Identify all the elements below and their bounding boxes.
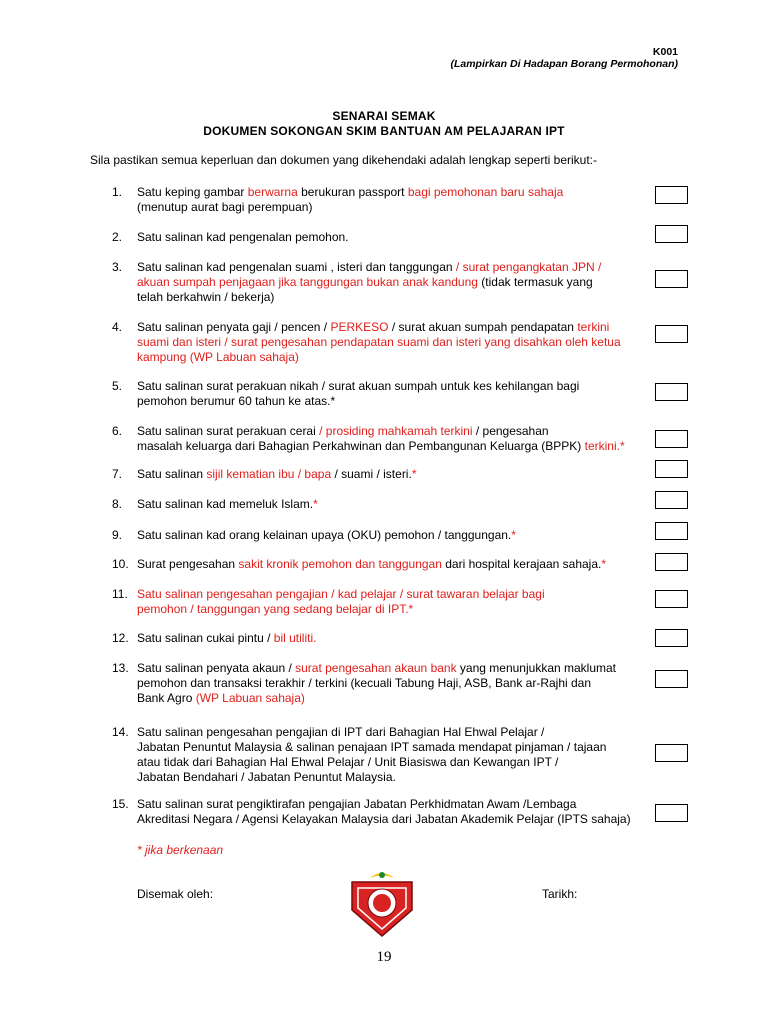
date-label: Tarikh: [542,887,578,901]
checkbox[interactable] [655,590,688,608]
checkbox[interactable] [655,804,688,822]
item-text-segment: Satu salinan penyata akaun / [137,661,296,675]
item-number: 12. [112,631,129,645]
item-text-highlight: PERKESO [330,320,389,334]
item-text-segment: Satu salinan kad pengenalan suami , isteri dan tanggungan [137,260,456,274]
checkbox[interactable] [655,225,688,243]
item-text [137,497,647,512]
item-text-segment: masalah keluarga dari Bahagian Perkahwinan dan Pembangunan Keluarga (BPPK) [137,439,585,453]
item-text-highlight: terkini [577,320,610,334]
item-number: 2. [112,230,123,244]
item-text-segment: pemohon dan transaksi terakhir / terkini (kecuali Tabung Haji, ASB, Bank ar-Rajhi dan [137,676,592,690]
checkbox[interactable] [655,522,688,540]
item-text-segment: Akreditasi Negara / Agensi Kelayakan Malaysia dari Jabatan Akademik Pelajar (IPTS sahaja) [137,812,631,826]
item-text-segment: Surat pengesahan [137,557,239,571]
item-text-segment: pemohon berumur 60 tahun ke atas.* [137,394,336,408]
item-text [137,557,647,572]
item-text-segment: Satu salinan penyata gaji / pencen / [137,320,331,334]
item-text-segment: Satu salinan kad pengenalan pemohon. [137,230,349,244]
item-number: 5. [112,379,123,393]
item-text-segment: Satu salinan surat pengiktirafan pengajian Jabatan Perkhidmatan Awam /Lembaga [137,797,577,811]
item-text [137,725,647,785]
item-text-segment: Satu salinan [137,467,207,481]
checkbox[interactable] [655,744,688,762]
item-text-highlight: * [411,467,417,481]
item-text-highlight: terkini.* [584,439,625,453]
item-text-segment: Satu salinan kad memeluk Islam. [137,497,314,511]
item-text-highlight: * [313,497,318,511]
item-number: 10. [112,557,129,571]
item-number: 14. [112,725,129,739]
item-text [137,379,647,409]
item-text-highlight: pemohon / tanggungan yang sedang belajar di IPT.* [137,602,414,616]
item-text-segment: yang menunjukkan maklumat [456,661,617,675]
item-text-highlight: suami dan isteri / surat pengesahan pendapatan suami dan isteri yang disahkan oleh ketua [137,335,621,349]
checkbox[interactable] [655,553,688,571]
item-text-highlight: sijil kematian ibu / bapa [206,467,332,481]
item-text-highlight: / surat pengangkatan JPN / [455,260,602,274]
item-text [137,424,647,454]
item-text [137,797,647,827]
title-line-1: SENARAI SEMAK [332,109,436,123]
checkbox[interactable] [655,325,688,343]
item-number: 7. [112,467,123,481]
item-text [137,661,647,706]
checkbox[interactable] [655,270,688,288]
item-text-segment: atau tidak dari Bahagian Hal Ehwal Pelajar / Unit Biasiswa dan Kewangan IPT / [137,755,559,769]
item-text-segment: Bank Agro [137,691,196,705]
checkbox[interactable] [655,491,688,509]
item-number: 6. [112,424,123,438]
item-text [137,260,647,305]
item-number: 3. [112,260,123,274]
item-text-highlight: * [601,557,607,571]
item-number: 1. [112,185,123,199]
item-text-segment: Satu salinan cukai pintu / [137,631,274,645]
item-text [137,467,647,482]
item-number: 9. [112,528,123,542]
item-text-segment: Jabatan Bendahari / Jabatan Penuntut Malaysia. [137,770,396,784]
item-text [137,631,647,646]
item-text-segment: / suami / isteri. [331,467,412,481]
item-text-highlight: bagi pemohonan baru sahaja [407,185,564,199]
item-text-highlight: akuan sumpah penjagaan jika tanggungan bukan anak kandung [137,275,478,289]
item-number: 15. [112,797,129,811]
checkbox[interactable] [655,670,688,688]
item-number: 11. [112,587,128,601]
item-text-segment: Satu salinan pengesahan pengajian di IPT dari Bahagian Hal Ehwal Pelajar / [137,725,545,739]
item-text-highlight: * [511,528,516,542]
checkbox[interactable] [655,383,688,401]
item-text-segment: dari hospital kerajaan sahaja. [441,557,602,571]
checked-by-label: Disemak oleh: [137,887,214,901]
item-text [137,230,647,245]
item-text-highlight: sakit kronik pemohon dan tanggungan [238,557,442,571]
item-text-segment: / pengesahan [472,424,549,438]
item-text-segment: berukuran passport [297,185,408,199]
item-text-segment: Satu salinan surat perakuan cerai [137,424,320,438]
item-text-segment: Satu keping gambar [137,185,248,199]
item-number: 8. [112,497,123,511]
document-instruction: (Lampirkan Di Hadapan Borang Permohonan) [450,58,678,70]
document-code: K001 [652,46,678,58]
item-text-highlight: kampung (WP Labuan sahaja) [137,350,299,364]
item-text-segment: Satu salinan kad orang kelainan upaya (OKU) pemohon / tanggungan. [137,528,512,542]
intro-text: Sila pastikan semua keperluan dan dokumen yang dikehendaki adalah lengkap seperti berikut:- [90,153,597,167]
checkbox[interactable] [655,460,688,478]
item-text-highlight: berwarna [247,185,298,199]
item-text-segment: (tidak termasuk yang [477,275,593,289]
item-text [137,185,647,215]
item-text-highlight: (WP Labuan sahaja) [195,691,305,705]
item-text-segment: Jabatan Penuntut Malaysia & salinan penajaan IPT samada mendapat pinjaman / tajaan [137,740,607,754]
checkbox[interactable] [655,186,688,204]
page-number: 19 [376,949,392,965]
footnote: * jika berkenaan [137,843,224,857]
item-text [137,587,647,617]
item-text-highlight: bil utiliti. [273,631,317,645]
item-text-segment: (menutup aurat bagi perempuan) [137,200,313,214]
item-text-segment: telah berkahwin / bekerja) [137,290,275,304]
item-number: 13. [112,661,129,675]
item-text-highlight: / prosiding mahkamah terkini [319,424,473,438]
emblem-logo [348,870,416,940]
checkbox[interactable] [655,430,688,448]
item-number: 4. [112,320,123,334]
item-text [137,528,647,543]
title-line-2: DOKUMEN SOKONGAN SKIM BANTUAN AM PELAJARAN IPT [203,124,565,138]
item-text-segment: Satu salinan surat perakuan nikah / surat akuan sumpah untuk kes kehilangan bagi [137,379,580,393]
checkbox[interactable] [655,629,688,647]
item-text-highlight: surat pengesahan akaun bank [295,661,457,675]
item-text [137,320,647,365]
item-text-highlight: Satu salinan pengesahan pengajian / kad pelajar / surat tawaran belajar bagi [137,587,545,601]
item-text-segment: / surat akuan sumpah pendapatan [388,320,578,334]
